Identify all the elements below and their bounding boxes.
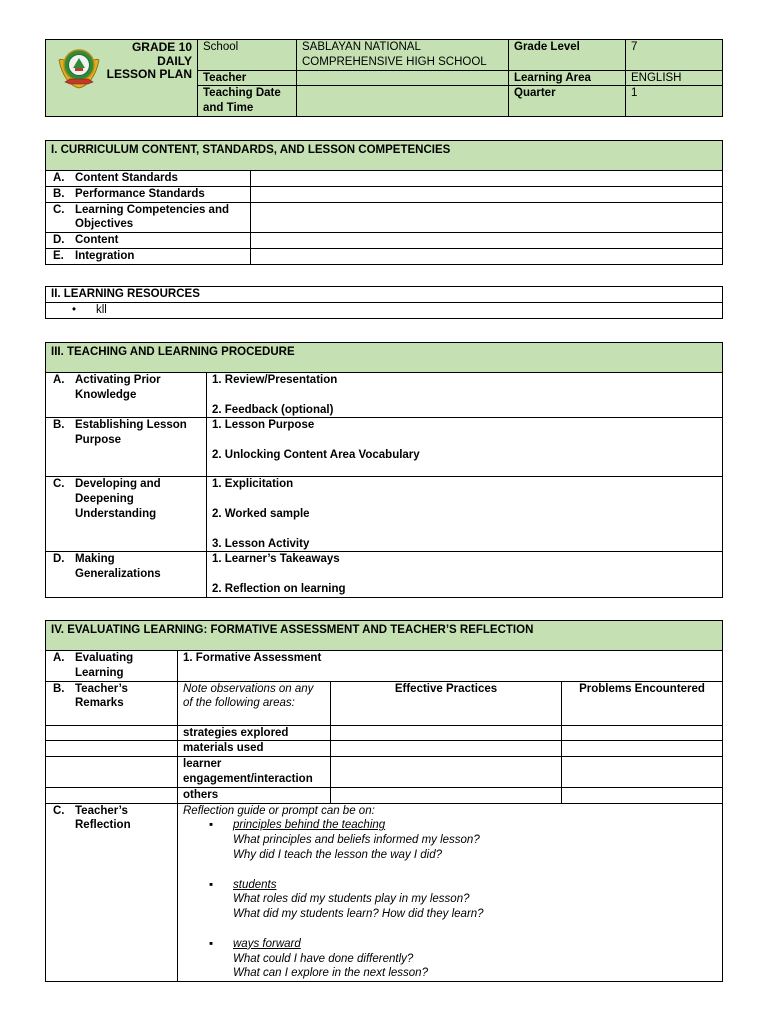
activating-prior-knowledge-items — [207, 373, 723, 418]
row-letter: D. — [53, 234, 65, 247]
row-letter: C. — [53, 203, 65, 216]
area-others: others — [178, 787, 331, 803]
procedure-item: 1. Lesson Purpose — [212, 419, 315, 432]
procedure-item: 1. Review/Presentation — [212, 374, 338, 386]
procedure-item: 1. Learner’s Takeaways — [212, 553, 340, 566]
row-label: Teacher’s Remarks — [75, 682, 128, 710]
procedure-item: 2. Feedback (optional) — [212, 403, 334, 416]
row-letter: D. — [53, 553, 65, 566]
reflection-question: What roles did my students play in my lesson? — [233, 893, 470, 906]
integration-value — [251, 248, 723, 264]
row-label: Developing and Deepening Understanding — [75, 478, 161, 520]
reflection-question: What could I have done differently? — [233, 952, 414, 965]
row-label: Content Standards — [75, 172, 178, 184]
row-letter: C. — [53, 804, 65, 817]
problems-encountered-header: Problems Encountered — [562, 681, 723, 725]
problems-cell — [562, 757, 723, 788]
reflection-guide — [178, 803, 723, 982]
row-label: Making Generalizations — [75, 553, 161, 581]
prompt-heading-text: ways forward — [233, 937, 301, 950]
reflection-prompt-heading — [183, 878, 717, 893]
row-letter: E. — [53, 249, 64, 262]
content-label — [46, 233, 251, 249]
square-bullet-icon: ▪ — [209, 937, 214, 950]
area-materials-used: materials used — [178, 741, 331, 757]
square-bullet-icon: ▪ — [209, 878, 214, 891]
evaluating-learning-label — [46, 651, 178, 682]
effective-cell — [331, 787, 562, 803]
teacher-label: Teacher — [198, 70, 297, 86]
quarter-label: Quarter — [509, 86, 626, 117]
remarks-blank — [46, 787, 178, 803]
reflection-prompt-heading — [183, 937, 717, 952]
teachers-remarks-label — [46, 681, 178, 725]
title-line-3: LESSON PLAN — [106, 67, 192, 81]
content-standards-value — [251, 171, 723, 187]
learning-competencies-value — [251, 202, 723, 233]
content-value — [251, 233, 723, 249]
performance-standards-value — [251, 186, 723, 202]
learning-area-label: Learning Area — [509, 70, 626, 86]
problems-cell — [562, 741, 723, 757]
section1-title: I. CURRICULUM CONTENT, STANDARDS, AND LESSON COMPETENCIES — [46, 141, 723, 171]
row-label: Activating Prior Knowledge — [75, 374, 161, 401]
grade-level-label: Grade Level — [509, 40, 626, 71]
area-learner-engagement: learner engagement/interaction — [178, 757, 331, 788]
teaching-date-label — [198, 86, 297, 117]
reflection-question: Why did I teach the lesson the way I did? — [233, 848, 443, 861]
making-generalizations-items — [207, 552, 723, 597]
performance-standards-label — [46, 186, 251, 202]
formative-assessment-item: 1. Formative Assessment — [178, 651, 723, 682]
remarks-blank — [46, 757, 178, 788]
effective-cell — [331, 741, 562, 757]
problems-cell — [562, 725, 723, 741]
learning-resources-table — [45, 286, 723, 319]
row-label: Teacher’s Reflection — [75, 804, 131, 832]
procedure-item: 2. Unlocking Content Area Vocabulary — [212, 448, 420, 461]
row-label: Evaluating Learning — [75, 652, 134, 679]
teaching-date-value — [297, 86, 509, 117]
learning-resource-text: kll — [96, 303, 107, 316]
teacher-value — [297, 70, 509, 86]
teaching-date-label-line-1: Teaching Date — [203, 87, 281, 100]
row-label: Content — [75, 234, 119, 247]
prompt-heading-text: principles behind the teaching — [233, 819, 386, 832]
bullet-icon: • — [72, 303, 77, 316]
teaching-date-label-line-2: and Time — [203, 102, 254, 115]
content-standards-label — [46, 171, 251, 187]
row-letter: C. — [53, 478, 65, 491]
procedure-item: 2. Worked sample — [212, 507, 310, 520]
school-value-line-2: COMPREHENSIVE HIGH SCHOOL — [302, 55, 487, 68]
row-letter: A. — [53, 652, 65, 664]
problems-cell — [562, 787, 723, 803]
row-label: Learning Competencies and Objectives — [75, 203, 230, 231]
learning-area-value: ENGLISH — [626, 70, 723, 86]
title-line-2: DAILY — [157, 53, 192, 68]
reflection-question: What principles and beliefs informed my lesson? — [233, 834, 480, 847]
reflection-question: What did my students learn? How did they learn? — [233, 908, 484, 921]
header-table — [45, 39, 723, 117]
establishing-lesson-purpose-label — [46, 418, 207, 477]
curriculum-table — [45, 140, 723, 265]
school-value — [297, 40, 509, 71]
school-seal-logo — [56, 46, 102, 90]
prompt-heading-text: students — [233, 878, 277, 891]
row-label: Establishing Lesson Purpose — [75, 419, 187, 447]
reflection-question: What can I explore in the next lesson? — [233, 967, 428, 980]
developing-understanding-label — [46, 477, 207, 552]
remarks-blank — [46, 725, 178, 741]
row-letter: A. — [53, 172, 65, 184]
row-letter: B. — [53, 187, 65, 200]
section3-title: III. TEACHING AND LEARNING PROCEDURE — [46, 343, 723, 373]
establishing-lesson-purpose-items — [207, 418, 723, 477]
making-generalizations-label — [46, 552, 207, 597]
effective-practices-header: Effective Practices — [331, 681, 562, 725]
reflection-prompt-heading — [183, 818, 717, 833]
evaluation-table — [45, 620, 723, 982]
row-letter: A. — [53, 374, 65, 386]
procedure-table — [45, 342, 723, 598]
school-seal-icon — [56, 46, 102, 90]
grade-level-value: 7 — [626, 40, 723, 71]
row-letter: B. — [53, 419, 65, 432]
developing-understanding-items — [207, 477, 723, 552]
row-label: Integration — [75, 249, 135, 262]
procedure-item: 1. Explicitation — [212, 478, 294, 491]
effective-cell — [331, 725, 562, 741]
learning-resource-item — [46, 302, 723, 318]
square-bullet-icon: ▪ — [209, 819, 214, 832]
row-label: Performance Standards — [75, 187, 205, 200]
school-value-line-1: SABLAYAN NATIONAL — [302, 41, 421, 53]
area-strategies-explored: strategies explored — [178, 725, 331, 741]
learning-competencies-label — [46, 202, 251, 233]
integration-label — [46, 248, 251, 264]
effective-cell — [331, 757, 562, 788]
row-letter: B. — [53, 682, 65, 695]
teachers-reflection-label — [46, 803, 178, 982]
procedure-item: 2. Reflection on learning — [212, 582, 346, 595]
procedure-item: 3. Lesson Activity — [212, 537, 310, 550]
quarter-value: 1 — [626, 86, 723, 117]
school-label: School — [198, 40, 297, 71]
title-line-1: GRADE 10 — [131, 40, 192, 54]
section2-title: II. LEARNING RESOURCES — [46, 287, 723, 303]
remarks-blank — [46, 741, 178, 757]
remarks-note: Note observations on any of the following areas: — [178, 681, 331, 725]
reflection-intro: Reflection guide or prompt can be on: — [183, 804, 375, 817]
activating-prior-knowledge-label — [46, 373, 207, 418]
section4-title: IV. EVALUATING LEARNING: FORMATIVE ASSESSMENT AND TEACHER’S REFLECTION — [46, 621, 723, 651]
